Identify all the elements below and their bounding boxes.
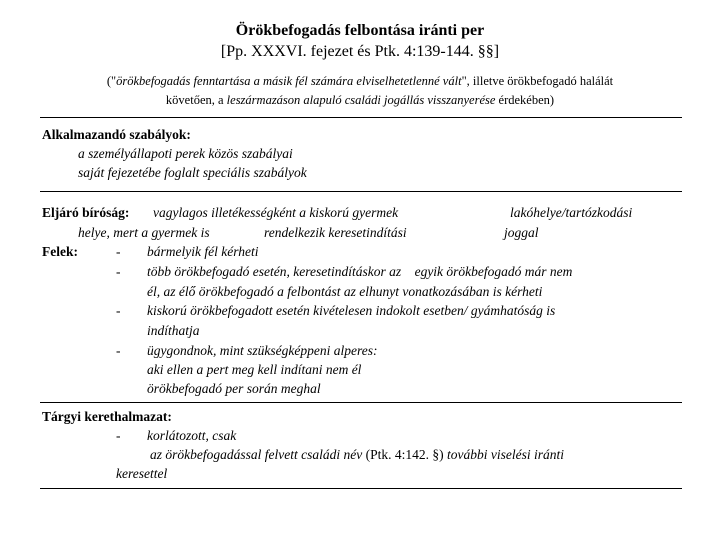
scope-item-2 (150, 447, 564, 463)
intro-line-1 (0, 74, 720, 89)
divider-middle (40, 191, 682, 192)
parties-label: Felek: (42, 244, 78, 259)
intro-italic: örökbefogadás fenntartása a másik fél számára elviselhetetlenné vált (116, 74, 462, 88)
scope-item-2-a: az örökbefogadással felvett családi név (150, 447, 363, 462)
intro-open: (" (106, 74, 117, 88)
parties-item-line: ügygondnok, mint szükségképpeni alperes: (147, 343, 378, 358)
scope-item-2-b: (Ptk. 4:142. §) (362, 447, 447, 462)
parties-bullet: - (116, 303, 121, 318)
intro-line2-b: érdekében) (495, 93, 555, 107)
court-line1-a: vagylagos illetékességként a kiskorú gyermek (153, 205, 399, 220)
parties-item-line: több örökbefogadó esetén, keresetindításkor az egyik örökbefogadó már nem (147, 264, 573, 279)
court-line2-b: rendelkezik keresetindítási (264, 225, 407, 240)
scope-heading: Tárgyi kerethalmazat: (42, 409, 172, 424)
page-title: Örökbefogadás felbontása iránti per (235, 22, 485, 39)
parties-item-line: kiskorú örökbefogadott esetén kivételesen indokolt esetben/ gyámhatóság is (147, 303, 556, 318)
parties-bullet: - (116, 343, 121, 358)
page-subtitle: [Pp. XXXVI. fejezet és Ptk. 4:139-144. §§] (220, 43, 500, 60)
parties-bullet: - (116, 244, 121, 259)
parties-item-line: indíthatja (147, 323, 200, 338)
scope-item-2-c: további viselési iránti (446, 447, 564, 462)
divider-lower (40, 402, 682, 403)
intro-rest: ", illetve örökbefogadó halálát (461, 74, 614, 88)
scope-item-2-line2: keresettel (116, 466, 168, 481)
parties-item-line: aki ellen a pert meg kell indítani nem él (147, 362, 362, 377)
rules-item: a személyállapoti perek közös szabályai (78, 146, 293, 161)
intro-line-2 (0, 93, 720, 108)
court-label: Eljáró bíróság: (42, 205, 130, 220)
intro-line2-italic: leszármazáson alapuló családi jogállás visszanyerése (226, 93, 496, 107)
rules-heading: Alkalmazandó szabályok: (42, 127, 191, 142)
scope-item-1: korlátozott, csak (147, 428, 237, 443)
intro-line2-a: követően, a (165, 93, 227, 107)
rules-item: saját fejezetébe foglalt speciális szabályok (78, 165, 307, 180)
parties-item-line: örökbefogadó per során meghal (147, 381, 321, 396)
divider-bottom (40, 488, 682, 489)
court-line2-a: helye, mert a gyermek is (78, 225, 210, 240)
divider-top (40, 117, 682, 118)
scope-bullet: - (116, 428, 121, 443)
parties-item-line: él, az élő örökbefogadó a felbontást az elhunyt vonatkozásában is kérheti (147, 284, 543, 299)
parties-item-line: bármelyik fél kérheti (147, 244, 259, 259)
court-line2-c: joggal (504, 225, 539, 240)
court-line1-b: lakóhelye/tartózkodási (510, 205, 633, 220)
parties-bullet: - (116, 264, 121, 279)
